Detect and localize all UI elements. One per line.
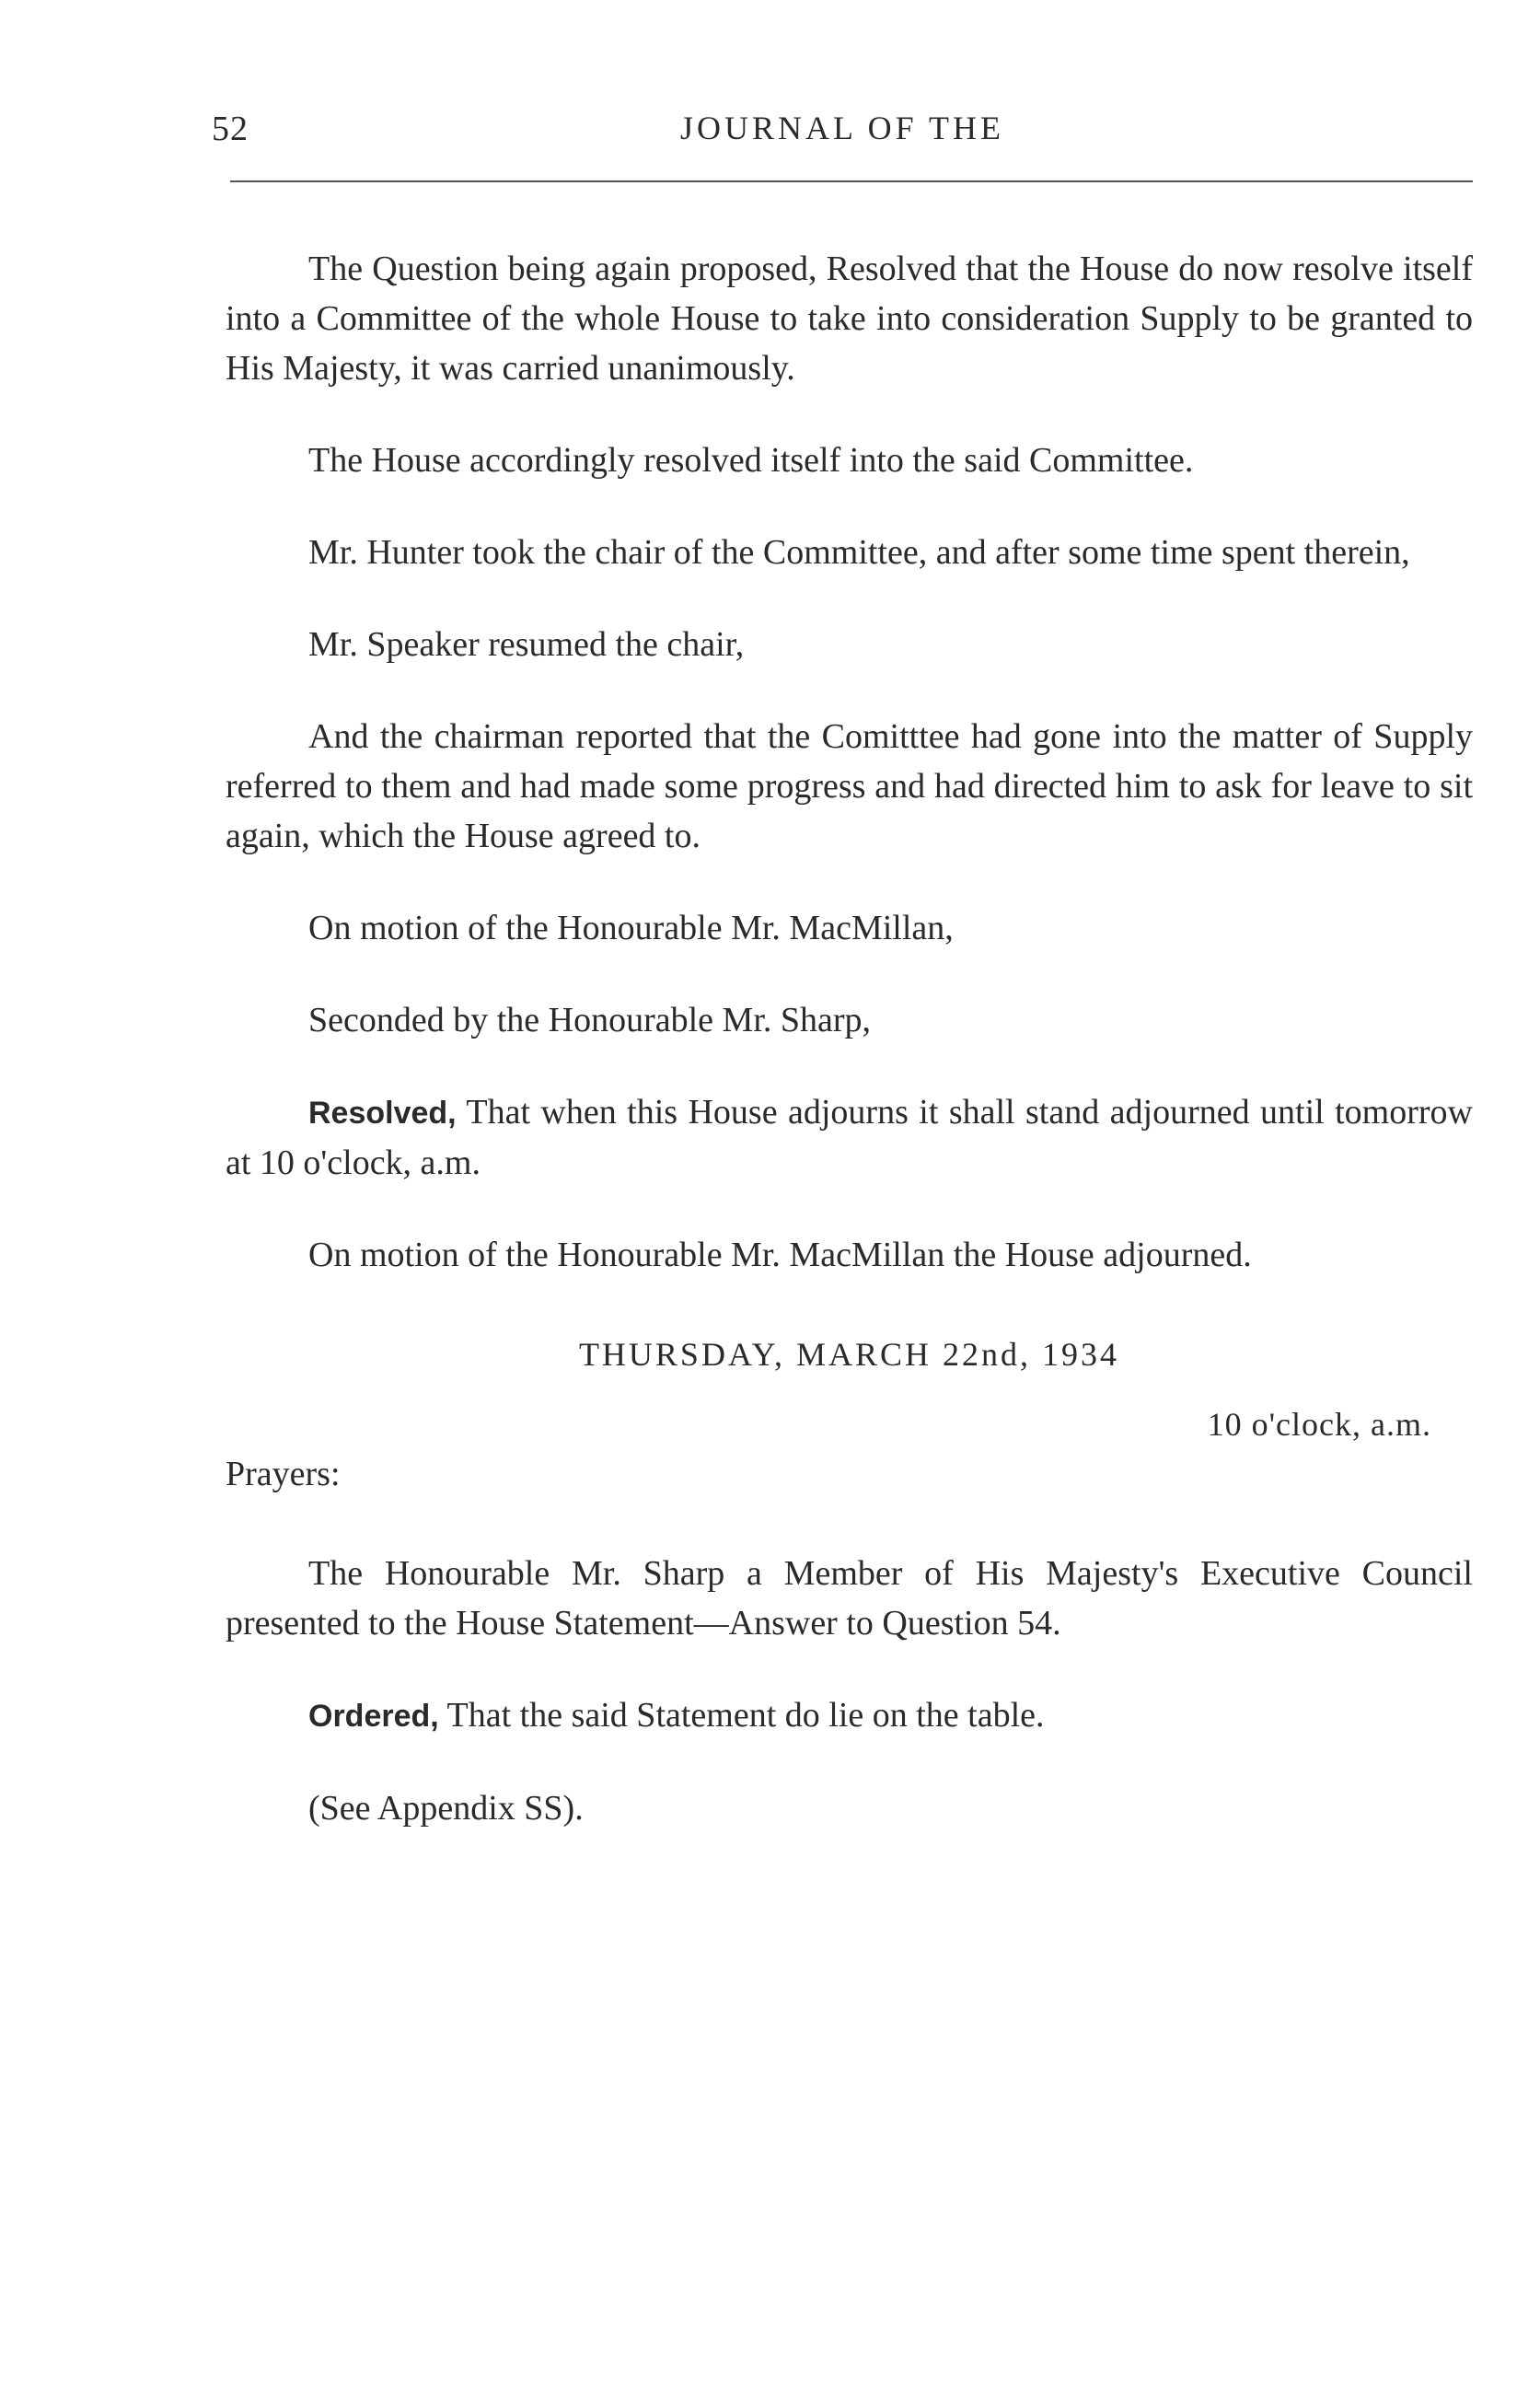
prayers-label: Prayers: — [226, 1455, 341, 1493]
paragraph-statement-presented: The Honourable Mr. Sharp a Member of His Majesty's Executive Council presented to the House Statement—Answer to Question 54. — [226, 1554, 1473, 1643]
paragraph-question-resolved: The Question being again proposed, Resolved that the House do now resolve itself into a Committee of the whole House to take into consideration Supply to be granted to His Majesty, it was carried unanimously. — [226, 250, 1473, 388]
journal-body — [226, 244, 1473, 1833]
paragraph-chairman-reported: And the chairman reported that the Comitttee had gone into the matter of Supply referred to them and had made some progress and had directed him to ask for leave to sit again, which the House agreed to. — [226, 717, 1473, 855]
date-heading: THURSDAY, MARCH 22nd, 1934 — [578, 1336, 1120, 1373]
resolved-text: That when this House adjourns it shall stand adjourned until tomorrow at 10 o'clock, a.m. — [226, 1093, 1473, 1182]
paragraph-hunter-chair: Mr. Hunter took the chair of the Committee, and after some time spent therein, — [308, 533, 1410, 572]
page-number: 52 — [212, 110, 249, 148]
paragraph-house-resolved: The House accordingly resolved itself into the said Committee. — [308, 441, 1194, 480]
paragraph-resolved-adjourn — [226, 1087, 1473, 1188]
paragraph-seconded-sharp: Seconded by the Honourable Mr. Sharp, — [308, 1001, 872, 1039]
page-header — [212, 109, 1473, 164]
running-head: JOURNAL OF THE — [679, 110, 1004, 146]
ordered-lead: Ordered, — [308, 1699, 439, 1734]
paragraph-motion-macmillan: On motion of the Honourable Mr. MacMillan, — [308, 909, 954, 947]
paragraph-speaker-resumed: Mr. Speaker resumed the chair, — [308, 625, 745, 664]
header-rule — [230, 180, 1473, 182]
ordered-text: That the said Statement do lie on the table. — [438, 1696, 1045, 1735]
paragraph-house-adjourned: On motion of the Honourable Mr. MacMillan the House adjourned. — [308, 1236, 1252, 1274]
paragraph-see-appendix: (See Appendix SS). — [308, 1789, 584, 1828]
resolved-lead: Resolved, — [308, 1096, 457, 1131]
paragraph-ordered-table — [226, 1690, 1473, 1741]
time-note: 10 o'clock, a.m. — [1207, 1406, 1431, 1443]
